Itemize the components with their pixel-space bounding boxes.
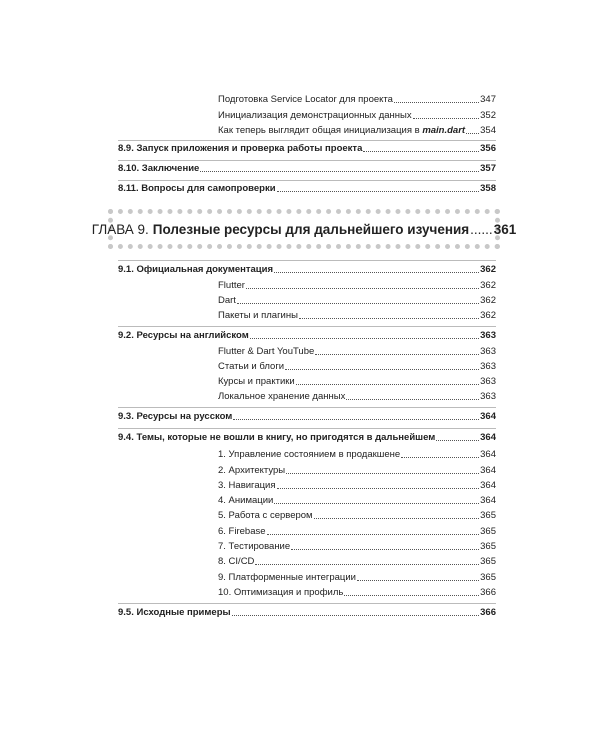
- toc-section-title: 9.2. Ресурсы на английском: [118, 330, 249, 341]
- leader-dots: [291, 541, 479, 550]
- toc-entry-title: 8. CI/CD: [218, 556, 255, 567]
- leader-dots: [233, 411, 479, 420]
- toc-entry-page: 365: [480, 526, 496, 537]
- toc-entry-title: Локальное хранение данных: [218, 391, 346, 402]
- toc-entry-page: 363: [480, 346, 496, 357]
- toc-section-page: 364: [480, 432, 496, 443]
- toc-entry-title: 3. Навигация: [218, 480, 276, 491]
- toc-section: [118, 330, 496, 342]
- toc-entry-title: Flutter & Dart YouTube: [218, 346, 315, 357]
- toc-entry-title: Пакеты и плагины: [218, 310, 298, 321]
- toc-entry-title: Курсы и практики: [218, 376, 295, 387]
- toc-entry-title: 1. Управление состоянием в продакшене: [218, 449, 401, 460]
- leader-dots: [246, 280, 479, 289]
- leader-dots: [401, 449, 479, 458]
- toc-entry-title: 4. Анимации: [218, 495, 274, 506]
- leader-dots: [436, 432, 479, 441]
- toc-entry: [218, 465, 496, 477]
- divider: [118, 407, 496, 408]
- leader-dots: [274, 495, 479, 504]
- toc-section-page: 362: [480, 264, 496, 275]
- toc-entry: [218, 125, 496, 137]
- toc-section-title: 8.9. Запуск приложения и проверка работы проекта: [118, 143, 363, 154]
- toc-section-page: 364: [480, 411, 496, 422]
- leader-dots: [299, 310, 479, 319]
- toc-entry-title: Подготовка Service Locator для проекта: [218, 94, 393, 105]
- toc-entry: [218, 376, 496, 388]
- toc-entry: [218, 110, 496, 122]
- leader-dots: [277, 183, 480, 192]
- chapter-label: ГЛАВА 9.: [91, 221, 149, 237]
- leader-dots: [285, 361, 479, 370]
- divider: [118, 326, 496, 327]
- leader-dots: [237, 295, 479, 304]
- toc-section-title: 8.11. Вопросы для самопроверки: [118, 183, 276, 194]
- divider: [118, 260, 496, 261]
- toc-entry-title-text: Как теперь выглядит общая инициализация в: [218, 125, 423, 136]
- chapter-page: 361: [493, 221, 517, 237]
- toc-entry-title: Статьи и блоги: [218, 361, 285, 372]
- leader-dots: [296, 376, 479, 385]
- toc-entry: [218, 480, 496, 492]
- toc-section-page: 356: [480, 143, 496, 154]
- divider: [118, 180, 496, 181]
- toc-entry: [218, 572, 496, 584]
- toc-entry-page: 354: [480, 125, 496, 136]
- toc-entry: [218, 495, 496, 507]
- toc-entry: [218, 449, 496, 461]
- leader-dots: [363, 143, 479, 152]
- toc-section: [118, 163, 496, 175]
- toc-section: [118, 607, 496, 619]
- toc-section: [118, 411, 496, 423]
- leader-dots: [314, 510, 480, 519]
- toc-entry-page: 365: [480, 541, 496, 552]
- toc-entry-title: 6. Firebase: [218, 526, 266, 537]
- toc-section-title: 9.3. Ресурсы на русском: [118, 411, 233, 422]
- toc-entry-page: 352: [480, 110, 496, 121]
- toc-entry: [218, 94, 496, 106]
- toc-entry: [218, 541, 496, 553]
- toc-section-page: 363: [480, 330, 496, 341]
- leader-dots: [466, 125, 479, 134]
- leader-dots: [315, 346, 479, 355]
- toc-entry-page: 347: [480, 94, 496, 105]
- toc-section-page: 366: [480, 607, 496, 618]
- toc-entry-page: 363: [480, 376, 496, 387]
- toc-entry-title: 9. Платформенные интеграции: [218, 572, 356, 583]
- divider: [118, 603, 496, 604]
- toc-section: [118, 183, 496, 195]
- divider: [118, 160, 496, 161]
- chapter-title: Полезные ресурсы для дальнейшего изучения: [152, 221, 470, 237]
- toc-entry-page: 363: [480, 361, 496, 372]
- code-filename: main.dart: [422, 125, 466, 136]
- toc-entry-title: [218, 125, 465, 137]
- leader-dots: ......: [470, 221, 493, 237]
- toc-entry: [218, 310, 496, 322]
- toc-entry-page: 365: [480, 510, 496, 521]
- toc-entry-page: 363: [480, 391, 496, 402]
- toc-section-title: 9.5. Исходные примеры: [118, 607, 231, 618]
- leader-dots: [286, 465, 479, 474]
- leader-dots: [277, 480, 480, 489]
- toc-section-title: 9.1. Официальная документация: [118, 264, 274, 275]
- leader-dots: [200, 163, 479, 172]
- toc-entry-page: 365: [480, 572, 496, 583]
- leader-dots: [413, 110, 480, 119]
- toc-section: [118, 264, 496, 276]
- toc-entry: [218, 391, 496, 403]
- toc-entry-title: 2. Архитектуры: [218, 465, 286, 476]
- toc-entry-title: 5. Работа с сервером: [218, 510, 313, 521]
- divider: [118, 428, 496, 429]
- toc-section-page: 357: [480, 163, 496, 174]
- toc-section: [118, 432, 496, 444]
- toc-section-page: 358: [480, 183, 496, 194]
- toc-entry-title: Flutter: [218, 280, 245, 291]
- toc-section: [118, 143, 496, 155]
- chapter-heading: [91, 209, 517, 249]
- toc-entry: [218, 346, 496, 358]
- toc-entry-page: 362: [480, 295, 496, 306]
- leader-dots: [346, 391, 479, 400]
- toc-entry-page: 366: [480, 587, 496, 598]
- toc-entry-page: 365: [480, 556, 496, 567]
- toc-entry-title: 7. Тестирование: [218, 541, 291, 552]
- leader-dots: [232, 607, 480, 616]
- leader-dots: [274, 264, 479, 273]
- toc-section-title: 8.10. Заключение: [118, 163, 200, 174]
- toc-entry: [218, 556, 496, 568]
- leader-dots: [344, 587, 479, 596]
- leader-dots: [267, 526, 480, 535]
- toc-section-title: 9.4. Темы, которые не вошли в книгу, но пригодятся в дальнейшем: [118, 432, 436, 443]
- toc-entry-title: 10. Оптимизация и профиль: [218, 587, 344, 598]
- leader-dots: [394, 94, 479, 103]
- toc-entry-page: 364: [480, 465, 496, 476]
- toc-entry-page: 362: [480, 310, 496, 321]
- leader-dots: [357, 572, 479, 581]
- toc-entry: [218, 295, 496, 307]
- toc-entry-title: Dart: [218, 295, 236, 306]
- toc-entry-page: 364: [480, 495, 496, 506]
- toc-entry: [218, 510, 496, 522]
- toc-entry: [218, 587, 496, 599]
- leader-dots: [250, 330, 479, 339]
- toc-entry-page: 364: [480, 480, 496, 491]
- toc-entry-page: 364: [480, 449, 496, 460]
- divider: [118, 140, 496, 141]
- toc-entry: [218, 280, 496, 292]
- toc-entry-page: 362: [480, 280, 496, 291]
- toc-entry-title: Инициализация демонстрационных данных: [218, 110, 412, 121]
- leader-dots: [255, 556, 479, 565]
- toc-entry: [218, 526, 496, 538]
- toc-entry: [218, 361, 496, 373]
